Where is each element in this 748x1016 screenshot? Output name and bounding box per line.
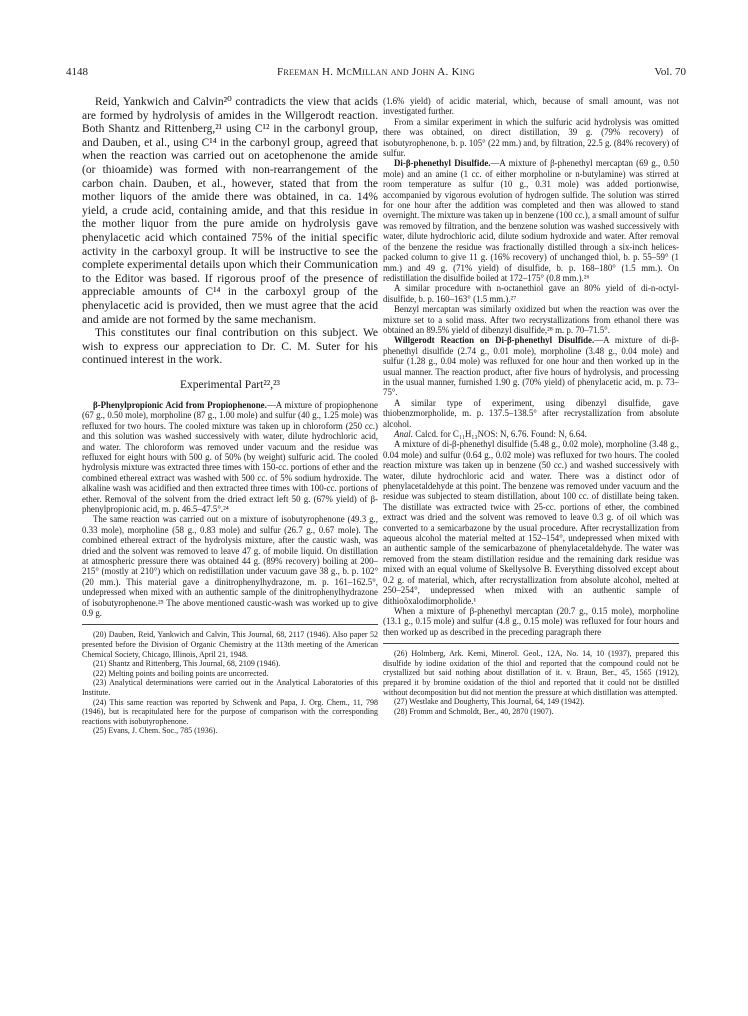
experimental-paragraph: A similar type of experiment, using dibenzyl disulfide, gave thiobenzmorpholide, m. p. 137.5–138.5° after recrystallization from absolute alcohol. bbox=[383, 397, 679, 429]
experimental-paragraph: A mixture of di-β-phenethyl disulfide (5.48 g., 0.02 mole), morpholine (3.48 g., 0.04 mole) and sulfur (0.64 g., 0.02 mole) was refluxed for two hours. The cooled reaction mixture was taken up in benzene (50 cc.) and washed successively with water, dilute hydrochloric acid and water. There was a distinct odor of phenylacetaldehyde at this point. The benzene was removed under vacuum and the residue was subjected to steam distillation, about 100 cc. of distillate being taken. The distillate was extracted twice with 25-cc. portions of ether, the combined extract was dried and the solvent was removed to leave 0.3 g. of oil which was converted to a semicarbazone by the usual procedure. After recrystallization from aqueous alcohol the material melted at 152–154°, undepressed when mixed with an authentic sample of the semicarbazone of phenylacetaldehyde. The water was removed from the steam distillation residue and the remaining dark residue was mixed with an equal volume of Skellysolve B. Everything dissolved except about 0.2 g. of material, which, after recrystallization from absolute alcohol, melted at 250–254°, undepressed when mixed with an authentic sample of dithioöxalodimorpholide.¹ bbox=[383, 439, 679, 606]
experimental-paragraph: From a similar experiment in which the sulfuric acid hydrolysis was omitted there was obtained, on direct distillation, 39 g. (79% recovery) of isobutyrophenone, b. p. 105° (22 mm.) and, by filtration, 22.5 g. (84% recovery) of sulfur. bbox=[383, 116, 679, 159]
procedure-heading: Di-β-phenethyl Disulfide. bbox=[394, 158, 491, 169]
footnote: (25) Evans, J. Chem. Soc., 785 (1936). bbox=[93, 726, 218, 736]
experimental-paragraph: The same reaction was carried out on a mixture of isobutyrophenone (49.3 g., 0.33 mole), morpholine (58 g., 0.83 mole) and sulfur (26.7 g., 0.67 mole). The combined ethereal extract of the hydrolysis mixture, after the caustic wash, was dried and the solvent was removed to leave 47 g. of mobile liquid. On distillation at atmospheric pressure there was obtained 44 g. (89% recovery) boiling at 200–215° (mostly at 210°) which on redistillation under vacuum gave 38 g., b. p. 102° (20 mm.). This material gave a dinitrophenylhydrazone, m. p. 161–162.5°, undepressed when mixed with an authentic sample of the dinitrophenylhydrazone of isobutyrophenone.²⁵ The above mentioned caustic-wash was worked up to give 0.9 g. bbox=[82, 514, 378, 618]
analysis-line bbox=[383, 429, 679, 439]
body-paragraph: Reid, Yankwich and Calvin²⁰ contradicts the view that acids are formed by hydrolysis of amides in the Willgerodt reaction. Both Shantz and Rittenberg,²¹ using C¹² in the carbonyl group, and Dauben, et al., using C¹⁴ in the carbonyl group, agreed that when the reaction was carried out on acetophenone the amide (or thioamide) was formed with non-rearrangement of the carbon chain. Dauben, et al., however, stated that from the mother liquors of the amide there was obtained, in ca. 14% yield, a crude acid, containing amide, and that this residue in the mother liquor from the pure amide on hydrolysis gave phenylacetic acid which contained 75% of the initial specific activity in the carboxyl group. It will be instructive to see the complete experimental details upon which their Communication to the Editor was based. If rigorous proof of the presence of appreciable amounts of C¹⁴ in the carboxyl group of the phenylacetic acid is provided, then we must agree that the acid and amide are not formed by the same mechanism. bbox=[82, 96, 378, 326]
running-header bbox=[66, 66, 686, 82]
experimental-paragraph bbox=[383, 158, 679, 283]
analysis-label: Anal. bbox=[394, 429, 413, 439]
page-number: 4148 bbox=[66, 66, 88, 78]
right-column bbox=[383, 96, 679, 716]
experimental-paragraph bbox=[383, 335, 679, 397]
footnote: (23) Analytical determinations were carried out in the Analytical Laboratories of this Institute. bbox=[82, 678, 378, 697]
running-title: Freeman H. McMillan and John A. King bbox=[277, 66, 475, 78]
footnote: (27) Westlake and Dougherty, This Journal, 64, 149 (1942). bbox=[394, 697, 585, 707]
experimental-paragraph: Benzyl mercaptan was similarly oxidized but when the reaction was over the mixture set to a solid mass. After two recrystallizations from ethanol there was obtained an 89.5% yield of dibenzyl disulfide,²⁸ m. p. 70–71.5°. bbox=[383, 304, 679, 335]
volume-label: Vol. 70 bbox=[654, 66, 686, 78]
procedure-heading: β-Phenylpropionic Acid from Propiophenone. bbox=[93, 399, 267, 410]
body-paragraph: This constitutes our final contribution on this subject. We wish to express our appreciation to Dr. C. M. Suter for his continued interest in the work. bbox=[82, 327, 378, 367]
footnote: (24) This same reaction was reported by Schwenk and Papa, J. Org. Chem., 11, 798 (1946), but is recapitulated here for the purpose of comparison with the corresponding reactions with isobutyrophenone. bbox=[82, 697, 378, 726]
procedure-text: —A mixture of di-β-phenethyl disulfide (2.74 g., 0.01 mole), morpholine (3.48 g., 0.04 mole) and sulfur (1.28 g., 0.04 mole) was refluxed for one hour and then worked up in the usual manner. The reaction product, after five hours of hydrolysis, and processing in the usual manner, furnished 1.90 g. (70% yield) of phenylacetic acid, m. p. 73–75°. bbox=[383, 335, 679, 398]
footnote: (28) Fromm and Schmoldt, Ber., 40, 2870 (1907). bbox=[394, 706, 554, 716]
procedure-heading: Willgerodt Reaction on Di-β-phenethyl Disulfide. bbox=[394, 335, 595, 346]
experimental-paragraph: A similar procedure with n-octanethiol gave an 80% yield of di-n-octyl-disulfide, b. p. 160–163° (1.5 mm.).²⁷ bbox=[383, 283, 679, 304]
footnote-divider bbox=[82, 624, 378, 625]
experimental-paragraph bbox=[82, 400, 378, 514]
analysis-values: Calcd. for C₁₁H₁₃NOS: N, 6.76. Found: N, 6.64. bbox=[412, 429, 587, 439]
section-title: Experimental Part²²,²³ bbox=[179, 378, 280, 391]
experimental-paragraph: When a mixture of β-phenethyl mercaptan (20.7 g., 0.15 mole), morpholine (13.1 g., 0.15 mole) and sulfur (4.8 g., 0.15 mole) was refluxed for four hours and then worked up as described in the preceding paragraph there bbox=[383, 605, 679, 637]
footnote: (22) Melting points and boiling points are uncorrected. bbox=[93, 668, 269, 678]
left-column bbox=[82, 96, 378, 736]
footnote: (26) Holmberg, Ark. Kemi, Minerol. Geol., 12A, No. 14, 10 (1937), prepared this disulfide by iodine oxidation of the thiol and reported that the compound could not be crystallized but said nothing about distillation of it. v. Braun, Ber., 45, 1565 (1912), prepared it by bromine oxidation of the thiol and reported that it could not be distilled without decomposition but did not mention the pressure at which distillation was attempted. bbox=[383, 649, 679, 697]
procedure-text: —A mixture of β-phenethyl mercaptan (69 g., 0.50 mole) and an amine (1 cc. of either morpholine or n-butylamine) was stirred at room temperature as sulfur (10 g., 0.31 mole) was added portionwise, accompanied by vigorous evolution of hydrogen sulfide. The solution was stirred for one hour after the addition was completed and then was allowed to stand overnight. The mixture was taken up in benzene (100 cc.), a small amount of sulfur was removed by filtration, and the benzene solution was washed successively with water, dilute hydrochloric acid, dilute sodium hydroxide and water. After removal of the benzene the residue was fractionally distilled through a six-inch helices-packed column to give 11 g. (16% recovery) of unchanged thiol, b. p. 55–59° (1 mm.) and 49 g. (71% yield) of disulfide, b. p. 168–180° (1.5 mm.). On redistillation the disulfide boiled at 172–175° (0.8 mm.).²⁶ bbox=[383, 158, 680, 283]
footnote: (21) Shantz and Rittenberg, This Journal, 68, 2109 (1946). bbox=[93, 659, 281, 669]
footnote-divider bbox=[383, 643, 679, 644]
footnote: (20) Dauben, Reid, Yankwich and Calvin, This Journal, 68, 2117 (1946). Also paper 52 presented before the Division of Organic Chemistry at the 113th meeting of the American Chemical Society, Chicago, Illinois, April 21, 1948. bbox=[82, 630, 378, 659]
procedure-text: —A mixture of propiophenone (67 g., 0.50 mole), morpholine (87 g., 1.00 mole) and sulfur (40 g., 1.25 mole) was refluxed for two hours. The cooled mixture was taken up in chloroform (250 cc.) and this solution was washed successively with water, dilute hydrochloric acid, and water. The chloroform was removed under vacuum and the residue was refluxed for eight hours with 500 g. of 50% (by weight) sulfuric acid. The cooled hydrolysis mixture was extracted three times with 150-cc. portions of ether and the combined ethereal extract was washed with 500 cc. of 5% sodium hydroxide. The alkaline wash was acidified and then extracted three times with 100-cc. portions of ether. Removal of the solvent from the dried extract left 50 g. (67% yield) of β-phenylpropionic acid, m. p. 46.5–47.5°.²⁴ bbox=[82, 399, 378, 514]
experimental-paragraph: (1.6% yield) of acidic material, which, because of small amount, was not investigated further. bbox=[383, 96, 679, 117]
